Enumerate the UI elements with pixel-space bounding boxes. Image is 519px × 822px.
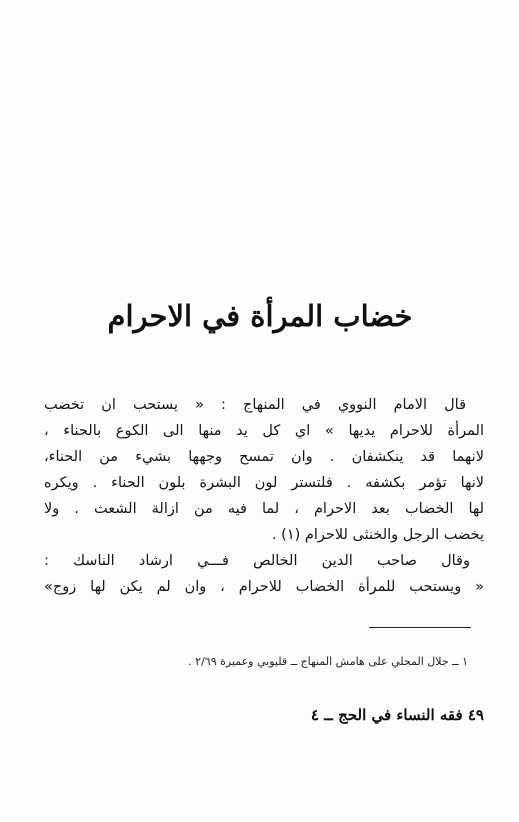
body-line: المرأة للاحرام يديها » اي كل يد منها الى الكوع بالحناء ، xyxy=(44,423,484,439)
body-line: « ويستحب للمرأة الخضاب للاحرام ، وان لم يكن لها زوج» xyxy=(44,579,484,595)
footnote-separator xyxy=(369,627,471,628)
body-line: وقال صاحب الدين الخالص فـــي ارشاد الناسك : xyxy=(44,553,470,569)
body-line: لانها تؤمر بكشفه . فلتستر لون البشرة بلون الحناء . ويكره xyxy=(44,475,484,491)
page-footer: ٤٩ فقه النساء في الحج ــ ٤ xyxy=(310,706,484,724)
footnote: ١ ــ جلال المحلي على هامش المنهاج ــ قليوبي وعميرة ٢/٦٩ . xyxy=(188,655,468,668)
body-paragraph xyxy=(44,392,484,600)
body-line: يخضب الرجل والخنثى للاحرام (١) . xyxy=(271,527,484,543)
body-line: لها الخضاب بعد الاحرام ، لما فيه من ازالة الشعث . ولا xyxy=(44,501,484,517)
body-line: قال الامام النووي في المنهاج : « يستحب ان تخضب xyxy=(44,397,466,413)
body-line: لانهما قد ينكشفان . وان تمسح وجهها بشيء من الحناء، xyxy=(44,449,484,465)
page-title: خضاب المرأة في الاحرام xyxy=(107,299,413,333)
